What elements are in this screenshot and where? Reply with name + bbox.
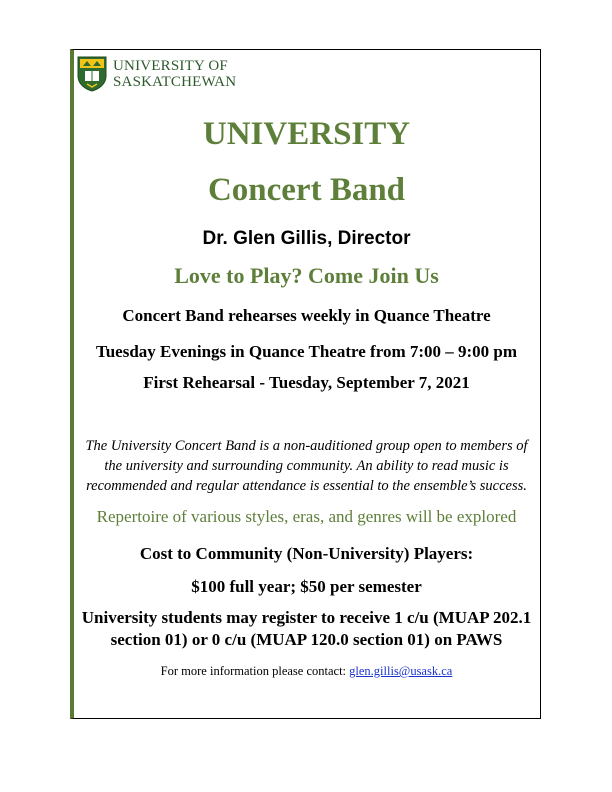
logo-wordmark [113, 58, 236, 90]
rehearsal-time: Tuesday Evenings in Quance Theatre from 7:00 – 9:00 pm [95, 342, 518, 361]
student-registration: University students may register to receive 1 c/u (MUAP 202.1 section 01) or 0 c/u (MUAP 120.0 section 01) on PAWS [81, 608, 532, 649]
title-line-1: UNIVERSITY [202, 116, 411, 152]
contact-prefix: For more information please contact: [160, 664, 350, 678]
director: Dr. Glen Gillis, Director [202, 228, 411, 249]
university-logo [77, 56, 236, 92]
logo-line-1: UNIVERSITY OF [113, 58, 228, 74]
contact-email-link[interactable]: glen.gillis@usask.ca [349, 664, 453, 678]
rehearsal-location: Concert Band rehearses weekly in Quance Theatre [122, 306, 491, 325]
first-rehearsal: First Rehearsal - Tuesday, September 7, 2021 [143, 373, 470, 392]
crest-icon [77, 56, 107, 92]
logo-line-2: SASKATCHEWAN [113, 74, 237, 90]
contact-info [72, 663, 541, 679]
cost-price: $100 full year; $50 per semester [191, 577, 422, 596]
title-line-2: Concert Band [207, 172, 406, 208]
tagline: Love to Play? Come Join Us [174, 263, 439, 288]
repertoire: Repertoire of various styles, eras, and genres will be explored [96, 507, 517, 526]
cost-heading: Cost to Community (Non-University) Players: [139, 544, 474, 563]
description: The University Concert Band is a non-auditioned group open to members of the university and surrounding community. An ability to read music is recommended and regular attendance is essential to the ensemble’s success. [85, 438, 528, 494]
